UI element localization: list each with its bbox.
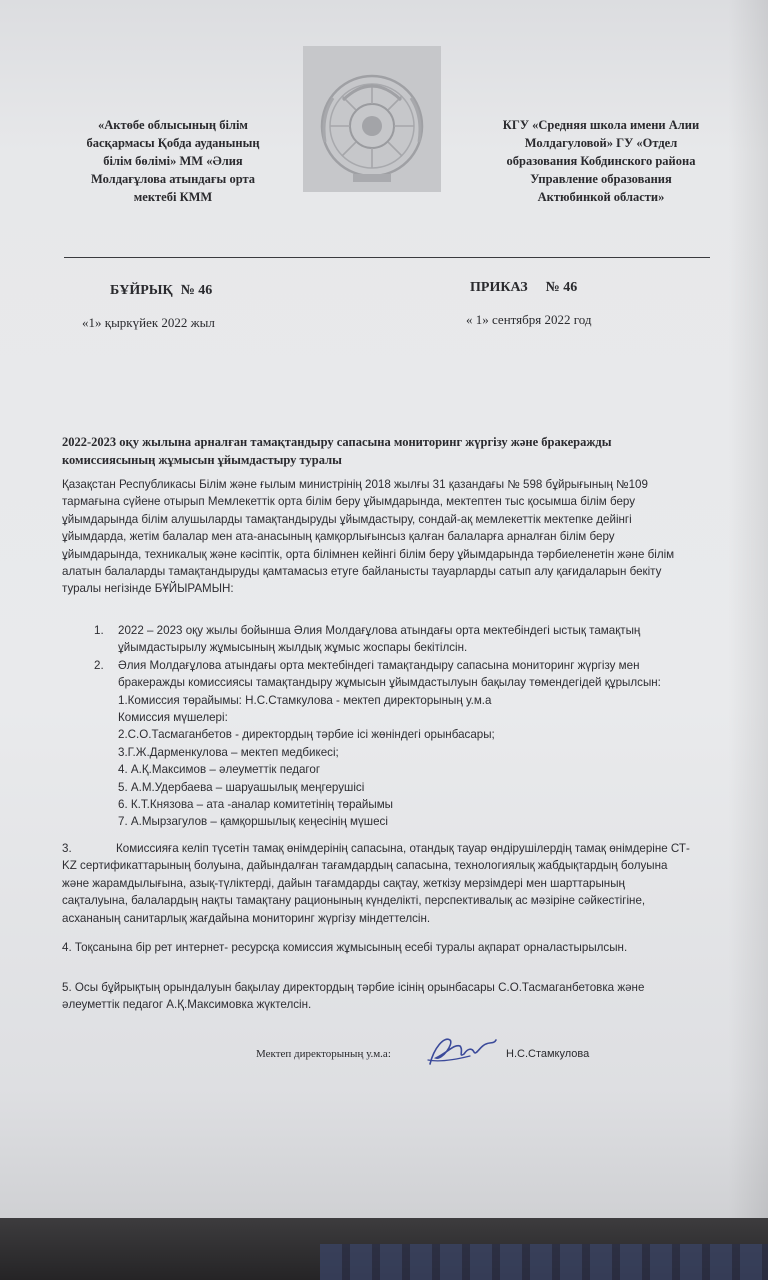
header-right-line: Молдагуловой» ГУ «Отдел xyxy=(524,136,678,150)
signature-label: Мектеп директорының у.м.а: xyxy=(256,1048,391,1060)
header-left-line: басқармасы Қобда ауданының xyxy=(86,136,260,150)
title-line: комиссиясының жұмысын ұйымдастыру туралы xyxy=(62,453,342,467)
list-item-number: 1. xyxy=(94,624,104,637)
title-line: 2022-2023 оқу жылына арналған тамақтандыру сапасына мониторинг жүргізу және бракеражды xyxy=(62,435,612,449)
signature-block xyxy=(256,1048,676,1078)
header-divider xyxy=(64,257,710,258)
commission-member: 6. К.Т.Князова – ата -аналар комитетінің төрайымы xyxy=(118,798,393,812)
paragraph-3 xyxy=(62,840,748,927)
text-line: ұйымдарында, техникалық және кәсіптік, орта білімнен кейінгі білім беру ұйымдарында тәрбиеленетін және білім xyxy=(62,547,675,561)
floor-background xyxy=(0,1218,768,1280)
text-line: алатын балаларды тамақтандыруды қамтамасыз етуге байланысты тауарларды сатып алу қағидаларын бекіту xyxy=(62,565,662,579)
order-number: № 46 xyxy=(545,280,578,295)
header-right-line: образования Кобдинского района xyxy=(506,154,696,168)
header-left-kazakh xyxy=(60,116,286,206)
paragraph-5 xyxy=(62,979,748,1014)
signature-name: Н.С.Стамкулова xyxy=(506,1048,590,1060)
commission-member: Комиссия мүшелері: xyxy=(118,711,228,725)
text-line xyxy=(62,840,748,857)
commission-member: 2.С.О.Тасмаганбетов - директордың тәрбие ісі жөніндегі орынбасары; xyxy=(118,728,495,742)
order-heading-kazakh xyxy=(110,283,212,299)
list-item xyxy=(94,657,744,831)
handwritten-signature-icon xyxy=(424,1030,500,1074)
commission-member: 7. А.Мырзагулов – қамқоршылық кеңесінің мүшесі xyxy=(118,815,388,829)
paragraph-4 xyxy=(62,939,748,956)
header-left-line: Молдағұлова атындағы орта xyxy=(90,172,256,186)
text-line: 5. Осы бұйрықтың орындалуын бақылау директордың тәрбие ісінің орынбасары С.О.Тасмаганбетовка және xyxy=(62,981,645,994)
paragraph-number: 3. xyxy=(62,842,72,855)
numbered-list xyxy=(94,622,744,831)
text-line: ұйымдарында білім алушыларды тамақтандыруды ұйымдастыру, сондай-ақ мемлекеттік мектепке дейінгі xyxy=(62,512,632,526)
commission-member: 3.Г.Ж.Дарменкулова – мектеп медбикесі; xyxy=(118,745,339,759)
order-date-kazakh: «1» қыркүйек 2022 жыл xyxy=(82,315,215,330)
header-right-russian xyxy=(472,116,730,206)
header-left-line: білім бөлімі» ММ «Әлия xyxy=(103,154,243,168)
commission-member: 1.Комиссия төрайымы: Н.С.Стамкулова - мектеп директорының у.м.а xyxy=(118,693,492,707)
header-left-line: мектебі КММ xyxy=(133,190,213,204)
order-label: БҰЙРЫҚ xyxy=(110,283,173,298)
order-date-russian: « 1» сентября 2022 год xyxy=(466,312,592,327)
document-title xyxy=(62,433,742,469)
text-line: тармағына сүйене отырып Мемлекеттік орта білім беру ұйымдарында, мектептен тыс қосымша білім беру xyxy=(62,495,636,509)
header-right-line: Актюбинкой области» xyxy=(537,190,665,204)
commission-member: 5. А.М.Удербаева – шаруашылық меңгерушісі xyxy=(118,780,365,794)
header-right-line: Управление образования xyxy=(530,172,672,186)
text-line: ұйымдастырылу жұмысының жылдық жұмыс жоспары бекітілсін. xyxy=(118,641,468,655)
text-line: 2022 – 2023 оқу жылы бойынша Әлия Молдағұлова атындағы орта мектебіндегі ыстық тамақтың xyxy=(118,624,641,637)
state-emblem xyxy=(303,46,441,192)
text-line: KZ сертификаттарының болуына, дайындалған тағамдардың сапасына, технологиялық жабдықтардың болуына xyxy=(62,859,668,873)
text-line: 4. Тоқсанына бір рет интернет- ресурсқа комиссия жұмысының есебі туралы ақпарат орналастырылсын. xyxy=(62,941,628,954)
text-line: Әлия Молдағұлова атындағы орта мектебіндегі тамақтандыру сапасына мониторинг жүргізу мен xyxy=(118,658,640,672)
order-heading-russian xyxy=(470,280,577,296)
header-right-line: КГУ «Средняя школа имени Алии xyxy=(502,118,700,132)
commission-member: 4. А.Қ.Максимов – әлеуметтік педагог xyxy=(118,763,321,777)
header-left-line: «Актөбе облысының білім xyxy=(98,118,248,132)
text-line-content: Комиссияға келіп түсетін тамақ өнімдерінің сапасына, отандық тауар өндірушілердің тамақ өнімдеріне СТ- xyxy=(116,842,690,855)
page-shadow xyxy=(728,0,768,1220)
order-label: ПРИКАЗ xyxy=(470,280,528,295)
text-line: Қазақстан Республикасы Білім және ғылым министрінің 2018 жылғы 31 қазандағы № 598 бұйрығының №109 xyxy=(62,478,648,491)
text-line: және жарамдылығына, азық-түліктерді, дайын тағамдарды сақтау, жеткізу мерзімдері мен шарттарының xyxy=(62,876,625,890)
carpet-pattern xyxy=(320,1244,768,1280)
text-line: туралы негізінде БҰЙЫРАМЫН: xyxy=(62,582,234,596)
list-item xyxy=(94,622,744,657)
text-line: асхананың санитарлық жағдайына мониторинг жүргізу міндеттелсін. xyxy=(62,911,431,925)
text-line: ұйымдарда, жетім балалар мен ата-анасының қамқорлығынсыз қалған балаларға арналған білім беру xyxy=(62,530,615,544)
order-number: № 46 xyxy=(180,283,213,298)
list-item-number: 2. xyxy=(94,658,104,672)
text-line: әлеуметтік педагог А.Қ.Максимовка жүктелсін. xyxy=(62,998,312,1012)
intro-paragraph xyxy=(62,476,748,598)
text-line: сақталуына, балалардың нақты тамақтану рационының күнделікті, перспективалық ас мәзіріне сәйкестігіне, xyxy=(62,894,646,908)
text-line: бракеражды комиссиясы тамақтандыру жұмысын ұйымдастылуын бақылау төмендегідей құрылсын: xyxy=(118,676,661,690)
emblem-icon xyxy=(303,46,441,192)
